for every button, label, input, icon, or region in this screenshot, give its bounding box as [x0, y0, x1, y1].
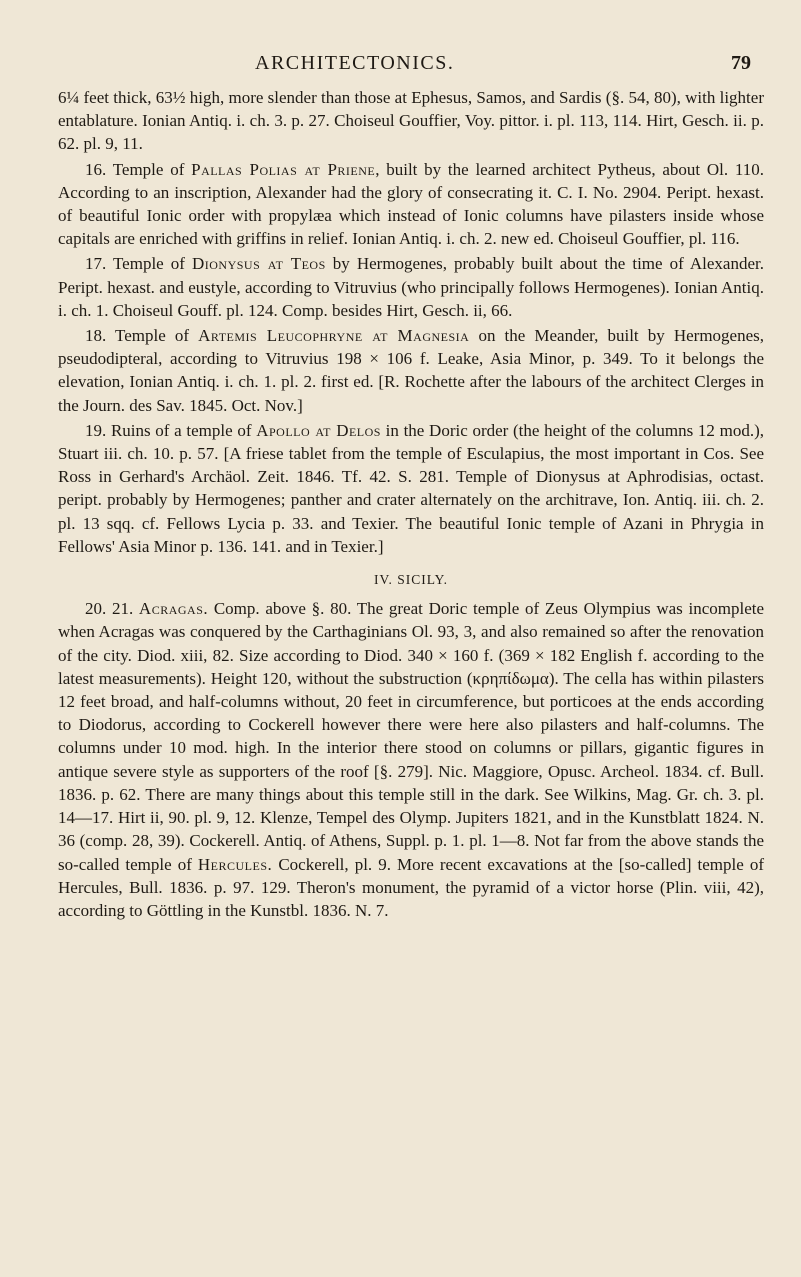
- paragraph-19-text: in the Doric order (the height of the columns 12 mod.), Stuart iii. ch. 10. p. 57. [A friese tablet from the temple of Esculapius, the most important in Cos. See Ross in Gerhard's Archäol. Zeit. 1846. Tf. 42. S. 281. Temple of Dionysus at Aphrodisias, octast. peript. probably by Hermogenes; panther and crater alternately on the architrave, Ion. Antiq. iii. ch. 2. pl. 13 sqq. cf. Fellows Lycia p. 33. and Texier. The beautiful Ionic temple of Azani in Phrygia in Fellows' Asia Minor p. 136. 141. and in Texier.]: [58, 420, 764, 556]
- section-heading: IV. SICILY.: [373, 572, 449, 588]
- paragraph-17-text: by Hermogenes, probably built about the time of Alexander. Peript. hexast. and eustyle, according to Vitruvius (who principally follows Hermogenes). Ionian Antiq. i. ch. 1. Choiseul Gouff. pl. 124. Comp. besides Hirt, Gesch. ii, 66.: [58, 254, 764, 320]
- paragraph-18: [58, 324, 764, 417]
- running-title: ARCHITECTONICS.: [255, 52, 455, 74]
- paragraph-16: [58, 158, 764, 251]
- paragraph-18-text: on the Meander, built by Hermogenes, pseudodipteral, according to Vitruvius 198 × 106 f. Leake, Asia Minor, p. 349. To it belongs the elevation, Ionian Antiq. i. ch. 1. pl. 2. first ed. [R. Rochette after the labours of the architect Clerges in the Journ. des Sav. 1845. Oct. Nov.]: [58, 326, 765, 415]
- paragraph-16-text: , built by the learned architect Pytheus, about Ol. 110. According to an inscription, Alexander had the glory of consecrating it. C. I. No. 2904. Peript. hexast. of beautiful Ionic order with propylæa which instead of Ionic columns have pilasters inside whose capitals are enriched with griffins in relief. Ionian Antiq. i. ch. 2. new ed. Choiseul Gouffier, pl. 116.: [58, 159, 764, 249]
- paragraph-18-name: Artemis Leucophryne at Magnesia: [198, 326, 470, 346]
- paragraph-20-name: Acragas.: [138, 599, 209, 619]
- paragraph-continuation: 6¼ feet thick, 63½ high, more slender than those at Ephesus, Samos, and Sardis (§. 54, 80), with lighter entablature. Ionian Antiq. i. ch. 3. p. 27. Choiseul Gouffier, Voy. pittor. i. pl. 113, 114. Hirt, Gesch. ii. p. 62. pl. 9, 11.: [58, 88, 764, 154]
- paragraph-20-name-hercules: Hercules.: [197, 854, 273, 874]
- paragraph-16-lead: 16. Temple of: [85, 159, 192, 179]
- running-head: [255, 52, 751, 76]
- page-body: [58, 86, 764, 922]
- paragraph-16-name: Pallas Polias at Priene: [191, 159, 376, 179]
- paragraph-20-text-end: Cockerell, pl. 9. More recent excavations at the [so-called] temple of Hercules, Bull. 1836. p. 97. 129. Theron's monument, the pyramid of a victor horse (Plin. viii, 42), according to Göttling in the Kunstbl. 1836. N. 7.: [58, 854, 764, 920]
- paragraph-19: [58, 419, 764, 558]
- paragraph-18-lead: 18. Temple of: [85, 326, 199, 346]
- paragraph-17-name: Dionysus at Teos: [191, 254, 326, 274]
- paragraph-17-lead: 17. Temple of: [85, 254, 192, 274]
- paragraph-19-name: Apollo at Delos: [256, 420, 381, 440]
- paragraph-17: [58, 252, 764, 322]
- paragraph-20: [58, 597, 764, 922]
- page-number: 79: [731, 52, 751, 74]
- paragraph-20-lead: 20. 21.: [85, 599, 139, 619]
- paragraph-20-text: Comp. above §. 80. The great Doric temple of Zeus Olympius was incomplete when Acragas was conquered by the Carthaginians Ol. 93, 3, and also remained so after the renovation of the city. Diod. xiii, 82. Size according to Diod. 340 × 160 f. (369 × 182 English f. according to the latest measurements). Height 120, without the substruction (κρηπίδωμα). The cella has within pilasters 12 feet broad, and half-columns without, 20 feet in circumference, but porticoes at the ends according to Diodorus, according to Cockerell however there were here also pilasters and half-columns. The columns under 10 mod. high. In the interior there stood on columns or pillars, gigantic figures in antique severe style as supporters of the roof [§. 279]. Nic. Maggiore, Opusc. Archeol. 1834. cf. Bull. 1836. p. 62. There are many things about this temple still in the dark. See Wilkins, Mag. Gr. ch. 3. pl. 14—17. Hirt ii, 90. pl. 9, 12. Klenze, Tempel des Olymp. Jupiters 1821, and in the Kunstblatt 1824. N. 36 (comp. 28, 39). Cockerell. Antiq. of Athens, Suppl. p. 1. pl. 1—8. Not far from the above stands the so-called temple of: [58, 599, 765, 874]
- paragraph-19-lead: 19. Ruins of a temple of: [85, 420, 257, 440]
